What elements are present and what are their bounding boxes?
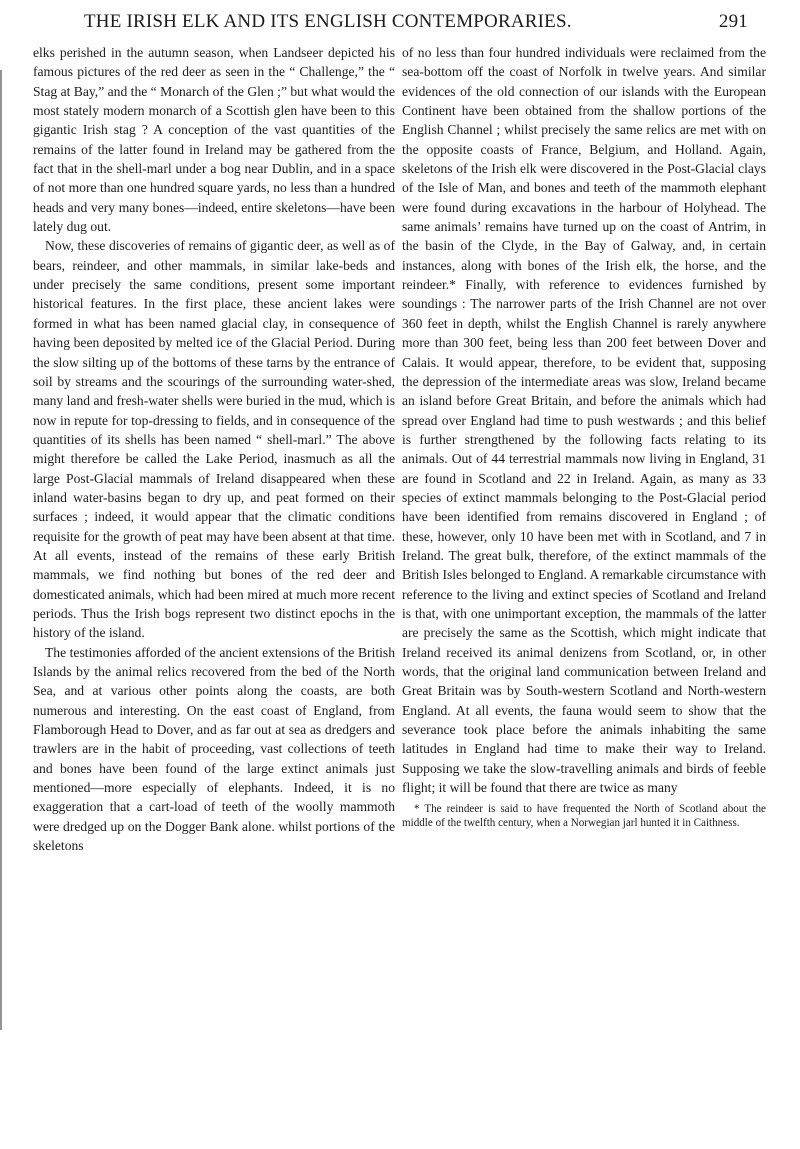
paragraph: The testimonies afforded of the ancient extensions of the British Islands by the animal relics recovered from the bed of the North Sea, and at various other points along the coasts, are both numerous and interesting. On the east coast of England, from Flamborough Head to Dover, and as far out at sea as dredgers and trawlers are in the habit of proceeding, vast collections of teeth and bones have been found of the large extinct animals just mentioned—more especially of elephants. Indeed, it is no exaggeration that a cart-load of teeth of the woolly mammoth were dredged up on the Dogger Bank alone. whilst portions of the skeletons	[33, 644, 395, 854]
paragraph: elks perished in the autumn season, when Landseer depicted his famous pictures of the red deer as seen in the “ Challenge,” the “ Stag at Bay,” and the “ Monarch of the Glen ;” but what would the most stately modern monarch of a Scottish glen have been to this gigantic Irish stag ? A conception of the vast quantities of the remains of the latter found in Ireland may be gathered from the fact that in the shell-marl under a bog near Dublin, and in a space of not more than one hundred square yards, no less than a hundred heads and very many bones—indeed, entire skeletons—have been lately dug out.	[33, 45, 395, 235]
scan-binding-edge	[0, 70, 10, 1030]
page-number: 291	[718, 11, 748, 32]
running-title: THE IRISH ELK AND ITS ENGLISH CONTEMPORARIES.	[84, 11, 572, 32]
paragraph: Now, these discoveries of remains of gigantic deer, as well as of bears, reindeer, and other mammals, in similar lake-beds and under precisely the same conditions, present some important historical features. In the first place, these ancient lakes were formed in what has been named glacial clay, in consequence of having been deposited by melted ice of the Glacial Period. During the slow silting up of the bottoms of these tarns by the entrance of soil by streams and the scourings of the surrounding water-shed, many land and fresh-water shells were buried in the mud, which is now in repute for top-dressing to fields, and in consequence of the quantities of its shells has been named “ shell-marl.” The above might therefore be called the Lake Period, inasmuch as all the large Post-Glacial mammals of Ireland disappeared when these inland water-basins began to dry up, and peat formed on their surfaces ; indeed, it would appear that the climatic conditions requisite for the growth of peat may have been absent at that time. At all events, instead of the remains of these early British mammals, we find nothing but bones of the red deer and domesticated animals, which had been mired at much more recent periods. Thus the Irish bogs represent two distinct epochs in the history of the island.	[33, 238, 395, 641]
right-column	[402, 43, 766, 831]
left-column	[33, 43, 395, 855]
paragraph: of no less than four hundred individuals were reclaimed from the sea-bottom off the coast of Norfolk in twelve years. And similar evidences of the old connection of our islands with the European Continent have been obtained from the shallow portions of the English Channel ; whilst precisely the same relics are met with on the opposite coasts of France, Belgium, and Holland. Again, skeletons of the Irish elk were discovered in the Post-Glacial clays of the Isle of Man, and bones and teeth of the mammoth elephant were found during excavations in the harbour of Holyhead. The same animals’ remains have turned up on the coast of Antrim, in the basin of the Clyde, in the Bay of Galway, and, in certain instances, along with bones of the Irish elk, the horse, and the reindeer.* Finally, with reference to evidences furnished by soundings : The narrower parts of the Irish Channel are not over 360 feet in depth, whilst the English Channel is rarely anywhere more than 300 feet, being less than 200 feet between Dover and Calais. It would appear, therefore, to be evident that, supposing the depression of the intermediate areas was slow, Ireland became an island before Great Britain, and before the animals which had spread over England had time to push westwards ; and this belief is further strengthened by the following facts relating to its animals. Out of 44 terrestrial mammals now living in England, 31 are found in Scotland and 22 in Ireland. Again, as many as 33 species of extinct mammals belonging to the Post-Glacial period have been identified from remains discovered in England ; of these, however, only 10 have been met with in Scotland, and 7 in Ireland. The great bulk, therefore, of the extinct mammals of the British Isles belonged to England. A remarkable circumstance with reference to the living and extinct species of Scotland and Ireland is that, with one unimportant exception, the mammals of the latter are precisely the same as the Scottish, which might indicate that Ireland received its animal denizens from Scotland, or, in other words, that the original land communication between Ireland and Great Britain was by South-western Scotland and North-western England. At all events, the fauna would seem to show that the severance took place before the animals inhabiting the same latitudes in England had time to make their way to Ireland. Supposing we take the slow-travelling animals and birds of feeble flight; it will be found that there are twice as many	[402, 45, 766, 796]
footnote	[402, 803, 766, 830]
running-header	[42, 11, 760, 35]
footnote-text: * The reindeer is said to have frequented the North of Scotland about the middle of the twelfth century, when a Norwegian jarl hunted it in Caithness.	[402, 803, 766, 829]
